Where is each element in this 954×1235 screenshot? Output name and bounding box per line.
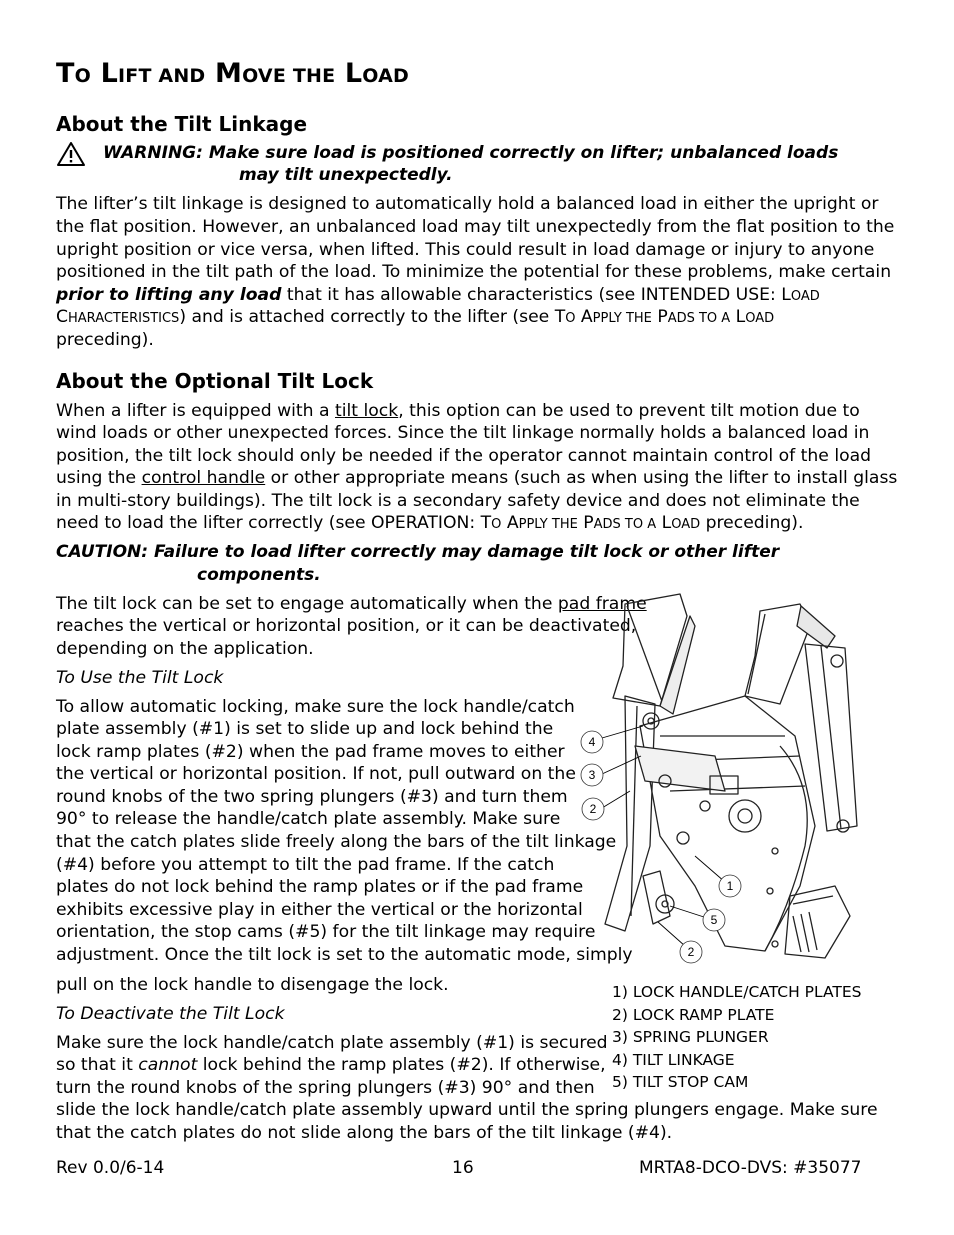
callout-label: 4 (588, 735, 596, 749)
footer-page-number: 16 (452, 1158, 474, 1178)
paragraph-line: the vertical or horizontal position. If not, pull outward on the (56, 764, 576, 784)
paragraph-line: position, the tilt lock should only be needed if the operator cannot maintain control of the load (56, 446, 872, 466)
paragraph-line: adjustment. Once the tilt lock is set to the automatic mode, simply (56, 945, 633, 965)
paragraph-line: To allow automatic locking, make sure the lock handle/catch (56, 697, 575, 717)
paragraph-line: need to load the lifter correctly (see OPERATION: TO APPLY THE PADS TO A LOAD preceding). (56, 513, 804, 533)
paragraph-line: round knobs of the two spring plungers (#3) and turn them (56, 787, 568, 807)
callout-label: 1 (726, 879, 734, 893)
legend-item: 3) SPRING PLUNGER (612, 1028, 769, 1046)
callout-label: 3 (588, 768, 596, 782)
callout-label: 5 (710, 913, 718, 927)
callout-label: 2 (589, 802, 597, 816)
callout-label: 2 (687, 945, 695, 959)
caution-text-line1: CAUTION: Failure to load lifter correctly may damage tilt lock or other lifter (56, 542, 780, 562)
paragraph-line: that the catch plates do not slide along the bars of the tilt linkage (#4). (56, 1123, 673, 1143)
paragraph-line: When a lifter is equipped with a tilt lock, this option can be used to prevent tilt motion due to (56, 401, 860, 421)
paragraph-line: reaches the vertical or horizontal position, or it can be deactivated, (56, 616, 637, 636)
page-title: TO LIFT AND MOVE THE LOAD (56, 58, 410, 89)
paragraph-line: turn the round knobs of the spring plungers (#3) 90° and then (56, 1078, 595, 1098)
tilt-lock-assembly-figure (565, 586, 865, 974)
section-heading-tilt-linkage: About the Tilt Linkage (56, 112, 308, 136)
caution-text-line2: components. (197, 565, 321, 585)
legend-item: 2) LOCK RAMP PLATE (612, 1006, 775, 1024)
term-tilt-lock: tilt lock (335, 401, 399, 421)
paragraph-line: plate assembly (#1) is set to slide up and lock behind the (56, 719, 554, 739)
paragraph-line: pull on the lock handle to disengage the lock. (56, 975, 449, 995)
footer-revision: Rev 0.0/6-14 (56, 1158, 165, 1178)
paragraph-line: Make sure the lock handle/catch plate assembly (#1) is secured (56, 1033, 608, 1053)
paragraph-line: slide the lock handle/catch plate assembly upward until the spring plungers engage. Make sure (56, 1100, 878, 1120)
term-pad-frame: pad frame (557, 594, 647, 614)
subheading-deactivate-tilt-lock: To Deactivate the Tilt Lock (56, 1004, 285, 1024)
warning-text-line1: WARNING: Make sure load is positioned correctly on lifter; unbalanced loads (103, 143, 839, 163)
warning-text-line2: may tilt unexpectedly. (239, 165, 453, 185)
paragraph-line: wind loads or other unexpected forces. Since the tilt linkage normally holds a balanced load in (56, 423, 870, 443)
paragraph-line: The lifter’s tilt linkage is designed to automatically hold a balanced load in either the upright or (56, 194, 879, 214)
paragraph-line: using the control handle or other appropriate means (such as when using the lifter to install glass (56, 468, 898, 488)
paragraph-line: upright position or vice versa, when lifted. This could result in load damage or injury to anyone (56, 240, 875, 260)
paragraph-line: prior to lifting any load that it has allowable characteristics (see INTENDED USE: LOAD (56, 285, 820, 305)
paragraph-line: in multi-story buildings). The tilt lock is a secondary safety device and does not eliminate the (56, 491, 860, 511)
legend-item: 4) TILT LINKAGE (612, 1051, 735, 1069)
paragraph-line: 90° to release the handle/catch plate assembly. Make sure (56, 809, 561, 829)
section-heading-tilt-lock: About the Optional Tilt Lock (56, 369, 374, 393)
paragraph-line: plates do not lock behind the ramp plates or if the pad frame (56, 877, 584, 897)
paragraph-line: The tilt lock can be set to engage automatically when the pad frame (56, 594, 647, 614)
paragraph-line: so that it cannot lock behind the ramp plates (#2). If otherwise, (56, 1055, 606, 1075)
paragraph-line: orientation, the stop cams (#5) for the tilt linkage may require (56, 922, 596, 942)
warning-icon (56, 141, 86, 167)
paragraph-line: lock ramp plates (#2) when the pad frame moves to either (56, 742, 565, 762)
paragraph-line: exhibits excessive play in either the vertical or the horizontal (56, 900, 583, 920)
legend-item: 5) TILT STOP CAM (612, 1073, 749, 1091)
paragraph-line: that the catch plates slide freely along the bars of the tilt linkage (56, 832, 617, 852)
paragraph-line: (#4) before you attempt to tilt the pad frame. If the catch (56, 855, 555, 875)
paragraph-line: positioned in the tilt path of the load. To minimize the potential for these problems, make certain (56, 262, 892, 282)
term-control-handle: control handle (141, 468, 266, 488)
paragraph-line: depending on the application. (56, 639, 314, 659)
footer-document-id: MRTA8-DCO-DVS: #35077 (639, 1158, 862, 1178)
paragraph-line: preceding). (56, 330, 154, 350)
paragraph-line: the flat position. However, an unbalanced load may tilt unexpectedly from the flat position to the (56, 217, 895, 237)
subheading-use-tilt-lock: To Use the Tilt Lock (56, 668, 224, 688)
paragraph-line: CHARACTERISTICS) and is attached correctly to the lifter (see TO APPLY THE PADS TO A LOAD (56, 307, 775, 327)
emphasis-text: prior to lifting any load (56, 285, 282, 305)
legend-item: 1) LOCK HANDLE/CATCH PLATES (612, 983, 862, 1001)
